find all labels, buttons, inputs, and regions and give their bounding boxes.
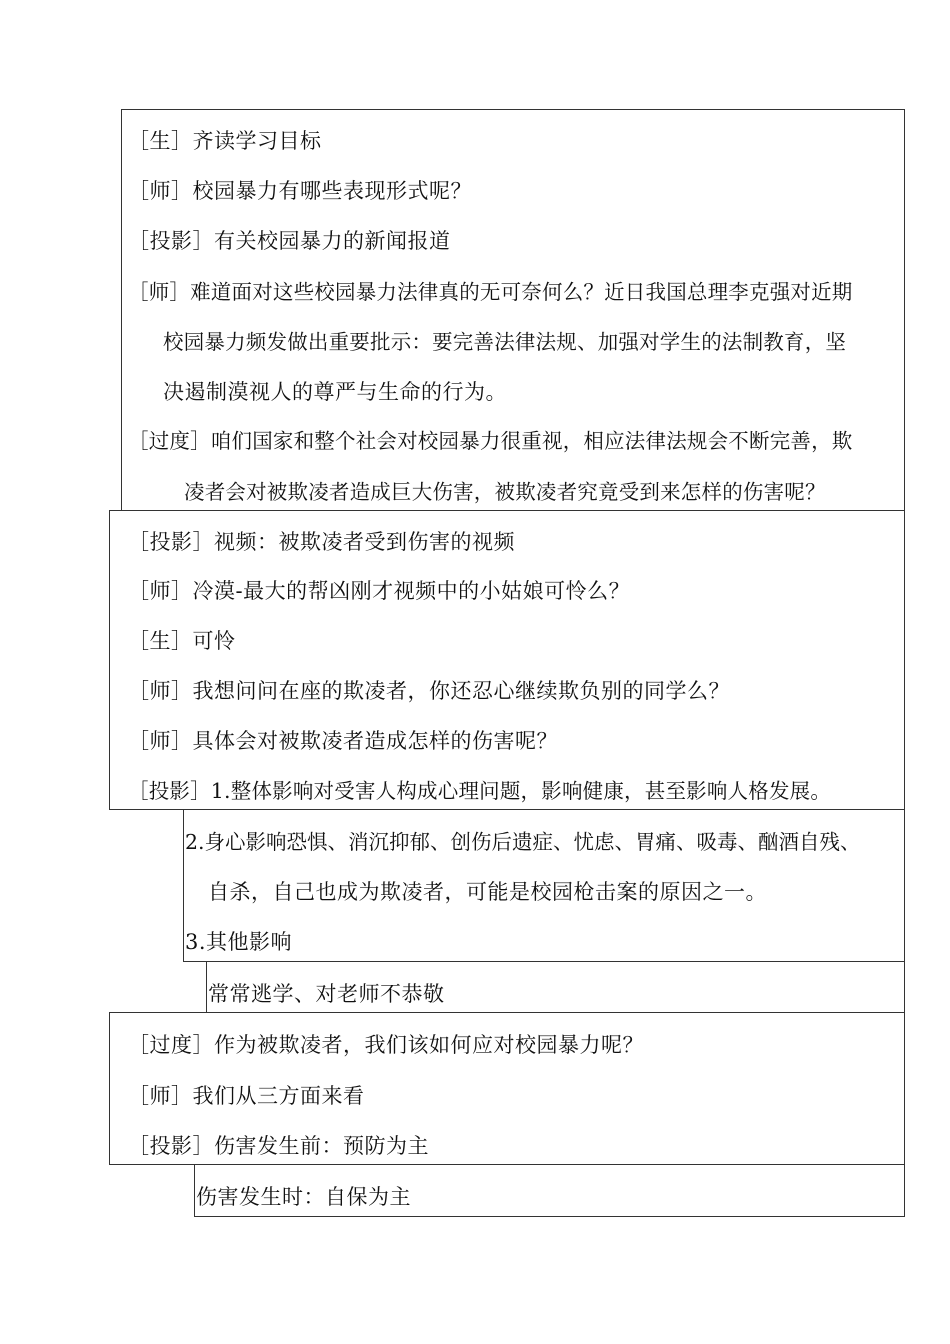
line-transition-coping: ［过度］作为被欺凌者，我们该如何应对校园暴力呢？: [128, 1033, 644, 1057]
line-projection-overall-impact: ［投影］1.整体影响对受害人构成心理问题，影响健康，甚至影响人格发展。: [128, 779, 832, 803]
line-truancy: 常常逃学、对老师不恭敬: [208, 982, 445, 1006]
line-student-pity: ［生］可怜: [128, 629, 236, 653]
content-box-2: [109, 510, 905, 810]
line-teacher-three-aspects: ［师］我们从三方面来看: [128, 1084, 365, 1108]
line-teacher-law-1: ［师］难道面对这些校园暴力法律真的无可奈何么？近日我国总理李克强对近期: [128, 280, 853, 304]
line-projection-video: ［投影］视频：被欺凌者受到伤害的视频: [128, 530, 515, 554]
line-teacher-law-2: 校园暴力频发做出重要批示：要完善法律法规、加强对学生的法制教育，坚: [163, 330, 847, 354]
line-projection-news: ［投影］有关校园暴力的新闻报道: [128, 229, 451, 253]
line-other-impact: 3.其他影响: [185, 930, 293, 954]
line-transition-2: 凌者会对被欺凌者造成巨大伤害，被欺凌者究竟受到来怎样的伤害呢？: [184, 480, 826, 504]
line-physical-mental-impact-2: 自杀，自己也成为欺凌者，可能是校园枪击案的原因之一。: [208, 880, 767, 904]
line-teacher-law-3: 决遏制漠视人的尊严与生命的行为。: [163, 380, 507, 404]
line-teacher-harm-question: ［师］具体会对被欺凌者造成怎样的伤害呢？: [128, 729, 558, 753]
line-teacher-indifference: ［师］冷漠-最大的帮凶刚才视频中的小姑娘可怜么？: [128, 579, 631, 603]
line-teacher-ask-bullies: ［师］我想问问在座的欺凌者，你还忍心继续欺负别的同学么？: [128, 679, 730, 703]
line-student-read-goals: ［生］齐读学习目标: [128, 129, 322, 153]
line-teacher-question-forms: ［师］校园暴力有哪些表现形式呢？: [128, 179, 472, 203]
line-physical-mental-impact-1: 2.身心影响恐惧、消沉抑郁、创伤后遗症、忧虑、胃痛、吸毒、酗酒自残、: [185, 830, 861, 854]
line-transition-1: ［过度］咱们国家和整个社会对校园暴力很重视，相应法律法规会不断完善，欺: [128, 429, 853, 453]
line-during-harm: 伤害发生时：自保为主: [196, 1185, 411, 1209]
line-projection-before-harm: ［投影］伤害发生前：预防为主: [128, 1134, 429, 1158]
